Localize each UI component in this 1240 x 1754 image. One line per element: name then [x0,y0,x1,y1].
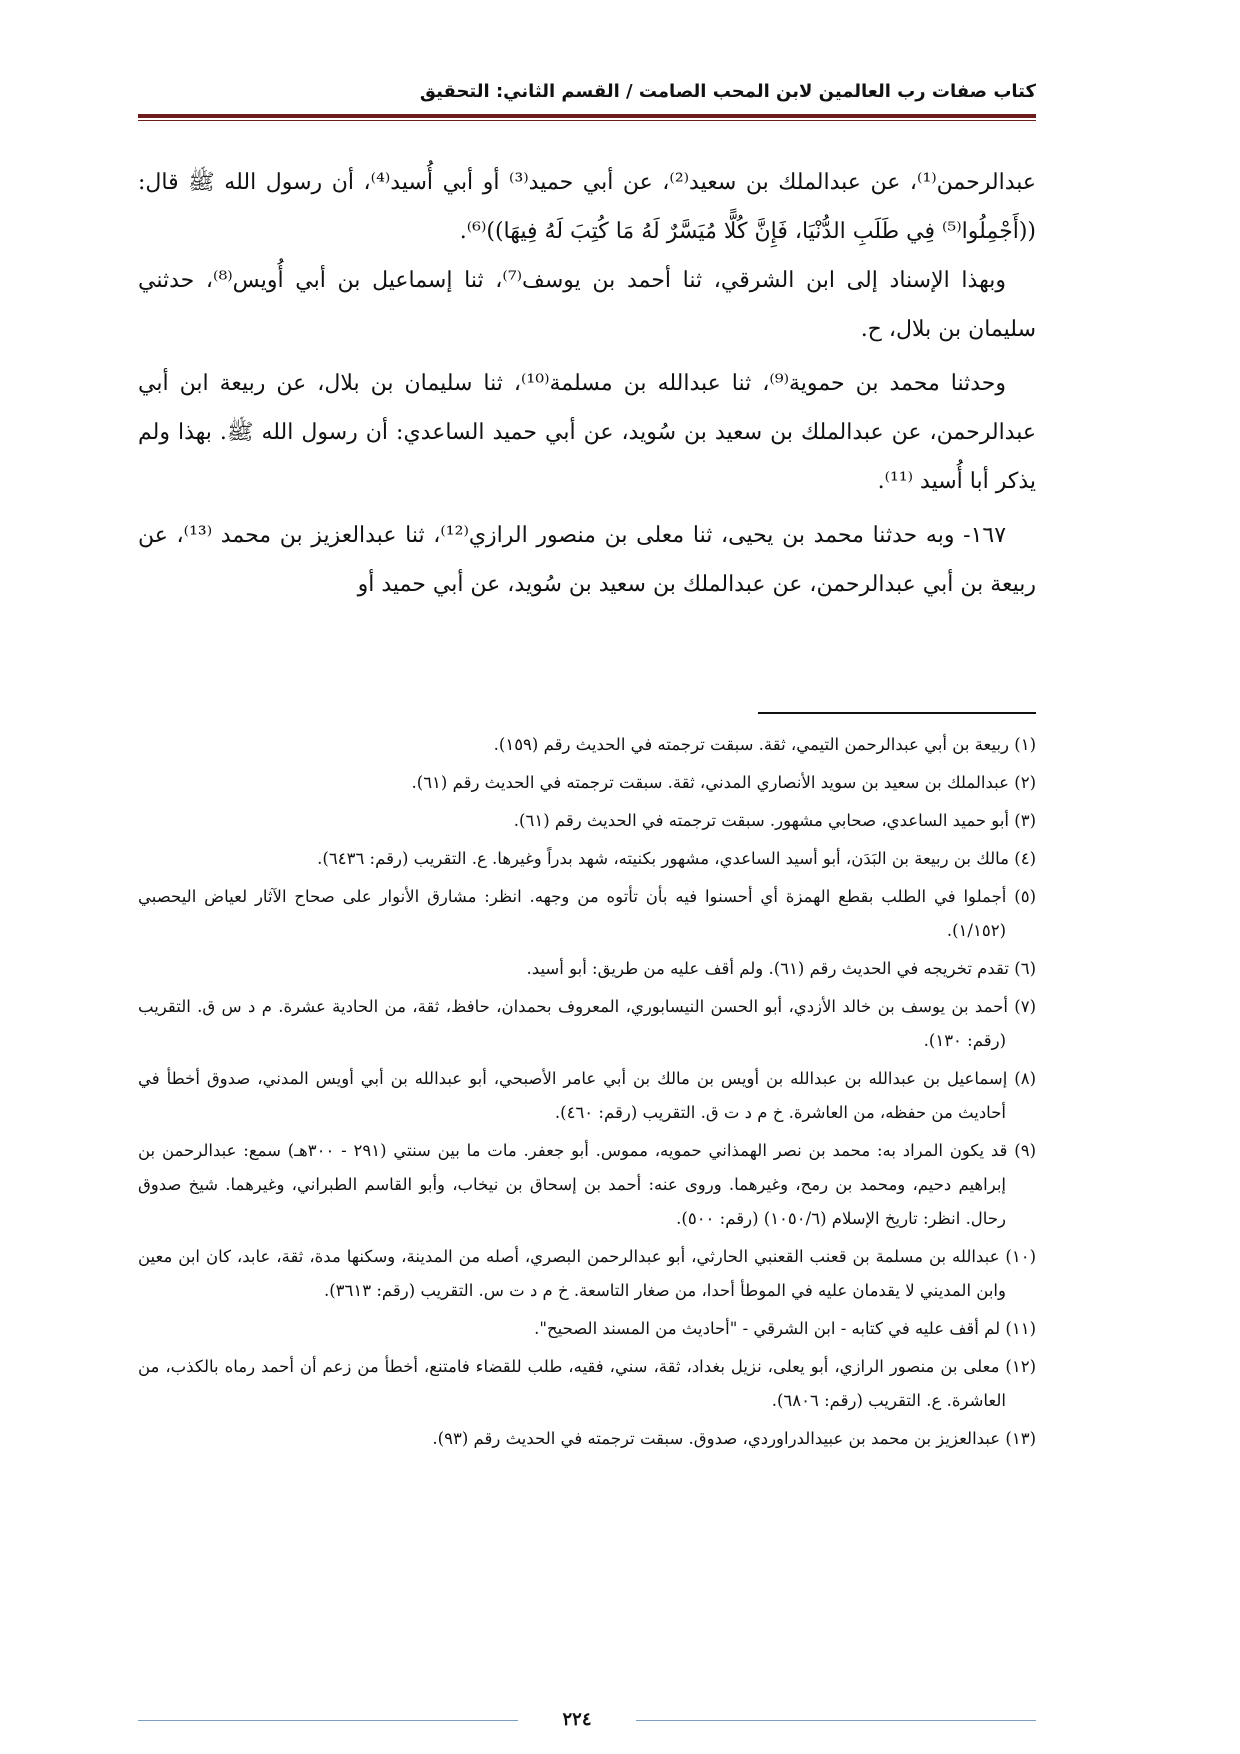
footnote: (٨) إسماعيل بن عبدالله بن عبدالله بن أويس بن مالك بن أبي عامر الأصبحي، أبو عبدالله بن أبي أويس المدني، صدوق أخطأ في أحاديث من حفظه، من العاشرة. خ م د ت ق. التقريب (رقم: ٤٦٠). [138,1069,1036,1122]
footer-rule-left [138,1720,518,1721]
header-rule [138,114,1036,118]
body-paragraph: وحدثنا محمد بن حموية⁽⁹⁾، ثنا عبدالله بن مسلمة⁽¹⁰⁾، ثنا سليمان بن بلال، عن ربيعة ابن أبي عبدالرحمن، عن عبدالملك بن سعيد بن سُويد، عن أبي حميد الساعدي: أن رسول الله ﷺ. بهذا ولم يذكر أبا أُسيد ⁽¹¹⁾. [138,371,1036,494]
running-header: كتاب صفات رب العالمين لابن المحب الصامت / القسم الثاني: التحقيق [419,81,1036,102]
page-number: ٢٢٤ [562,1709,592,1730]
footnote: (٣) أبو حميد الساعدي، صحابي مشهور. سبقت ترجمته في الحديث رقم (٦١). [513,811,1036,830]
footnote: (١٣) عبدالعزيز بن محمد بن عبيدالدراوردي، صدوق. سبقت ترجمته في الحديث رقم (٩٣). [432,1429,1036,1448]
footnote: (١) ربيعة بن أبي عبدالرحمن التيمي، ثقة. سبقت ترجمته في الحديث رقم (١٥٩). [493,735,1036,754]
body-paragraph: عبدالرحمن⁽¹⁾، عن عبدالملك بن سعيد⁽²⁾، عن أبي حميد⁽³⁾ أو أبي أُسيد⁽⁴⁾، أن رسول الله ﷺ قال: ((أَجْمِلُوا⁽⁵⁾ فِي طَلَبِ الدُّنْيَا، فَإِنَّ كُلًّا مُيَسَّرٌ لَهُ مَا كُتِبَ لَهُ فِيهَا))⁽⁶⁾. [138,170,1037,244]
footnote: (٥) أجملوا في الطلب بقطع الهمزة أي أحسنوا فيه بأن تأتوه من وجهه. انظر: مشارق الأنوار على صحاح الآثار لعياض اليحصبي (١/١٥٢). [138,887,1036,940]
footnote: (٦) تقدم تخريجه في الحديث رقم (٦١). ولم أقف عليه من طريق: أبو أسيد. [526,959,1036,978]
footnote: (١٢) معلى بن منصور الرازي، أبو يعلى، نزيل بغداد، ثقة، سني، فقيه، طلب للقضاء فامتنع، أخطأ من زعم أن أحمد رماه بالكذب، من العاشرة. ع. التقريب (رقم: ٦٨٠٦). [138,1357,1036,1410]
footnote: (٩) قد يكون المراد به: محمد بن نصر الهمذاني حمويه، مموس. أبو جعفر. مات ما بين سنتي (٢٩١ - ٣٠٠هـ) سمع: عبدالرحمن بن إبراهيم دحيم، ومحمد بن رمح، وغيرهما. وروى عنه: أحمد بن إسحاق بن نيخاب، وأبو القاسم الطبراني، وغيرهما. شيخ صدوق رحال. انظر: تاريخ الإسلام (١٠٥٠/٦) (رقم: ٥٠٠). [138,1141,1036,1228]
body-paragraph: وبهذا الإسناد إلى ابن الشرقي، ثنا أحمد بن يوسف⁽⁷⁾، ثنا إسماعيل بن أبي أُويس⁽⁸⁾، حدثني سليمان بن بلال، ح. [138,268,1036,342]
footnote: (٧) أحمد بن يوسف بن خالد الأزدي، أبو الحسن النيسابوري، المعروف بحمدان، حافظ، ثقة، من الحادية عشرة. م د س ق. التقريب (رقم: ١٣٠). [138,997,1036,1050]
footnote: (١١) لم أقف عليه في كتابه - ابن الشرقي - "أحاديث من المسند الصحيح". [534,1319,1036,1338]
header-rule-thin [138,120,1036,121]
footnote: (٤) مالك بن ربيعة بن البَدَن، أبو أسيد الساعدي، مشهور بكنيته، شهد بدراً وغيرها. ع. التقريب (رقم: ٦٤٣٦). [317,849,1036,868]
footer-rule-right [636,1720,1036,1721]
body-paragraph: ١٦٧- وبه حدثنا محمد بن يحيى، ثنا معلى بن منصور الرازي⁽¹²⁾، ثنا عبدالعزيز بن محمد ⁽¹³⁾، عن ربيعة بن أبي عبدالرحمن، عن عبدالملك بن سعيد بن سُويد، عن أبي حميد أو [138,523,1036,597]
footnote-separator [758,712,1036,714]
footnote: (٢) عبدالملك بن سعيد بن سويد الأنصاري المدني، ثقة. سبقت ترجمته في الحديث رقم (٦١). [411,773,1036,792]
footnotes [138,728,1036,1460]
main-text [138,158,1036,614]
footnote: (١٠) عبدالله بن مسلمة بن قعنب القعنبي الحارثي، أبو عبدالرحمن البصري، أصله من المدينة، وسكنها مدة، ثقة، عابد، كان ابن معين وابن المديني لا يقدمان عليه في الموطأ أحدا، من صغار التاسعة. خ م د ت س. التقريب (رقم: ٣٦١٣). [138,1247,1036,1300]
